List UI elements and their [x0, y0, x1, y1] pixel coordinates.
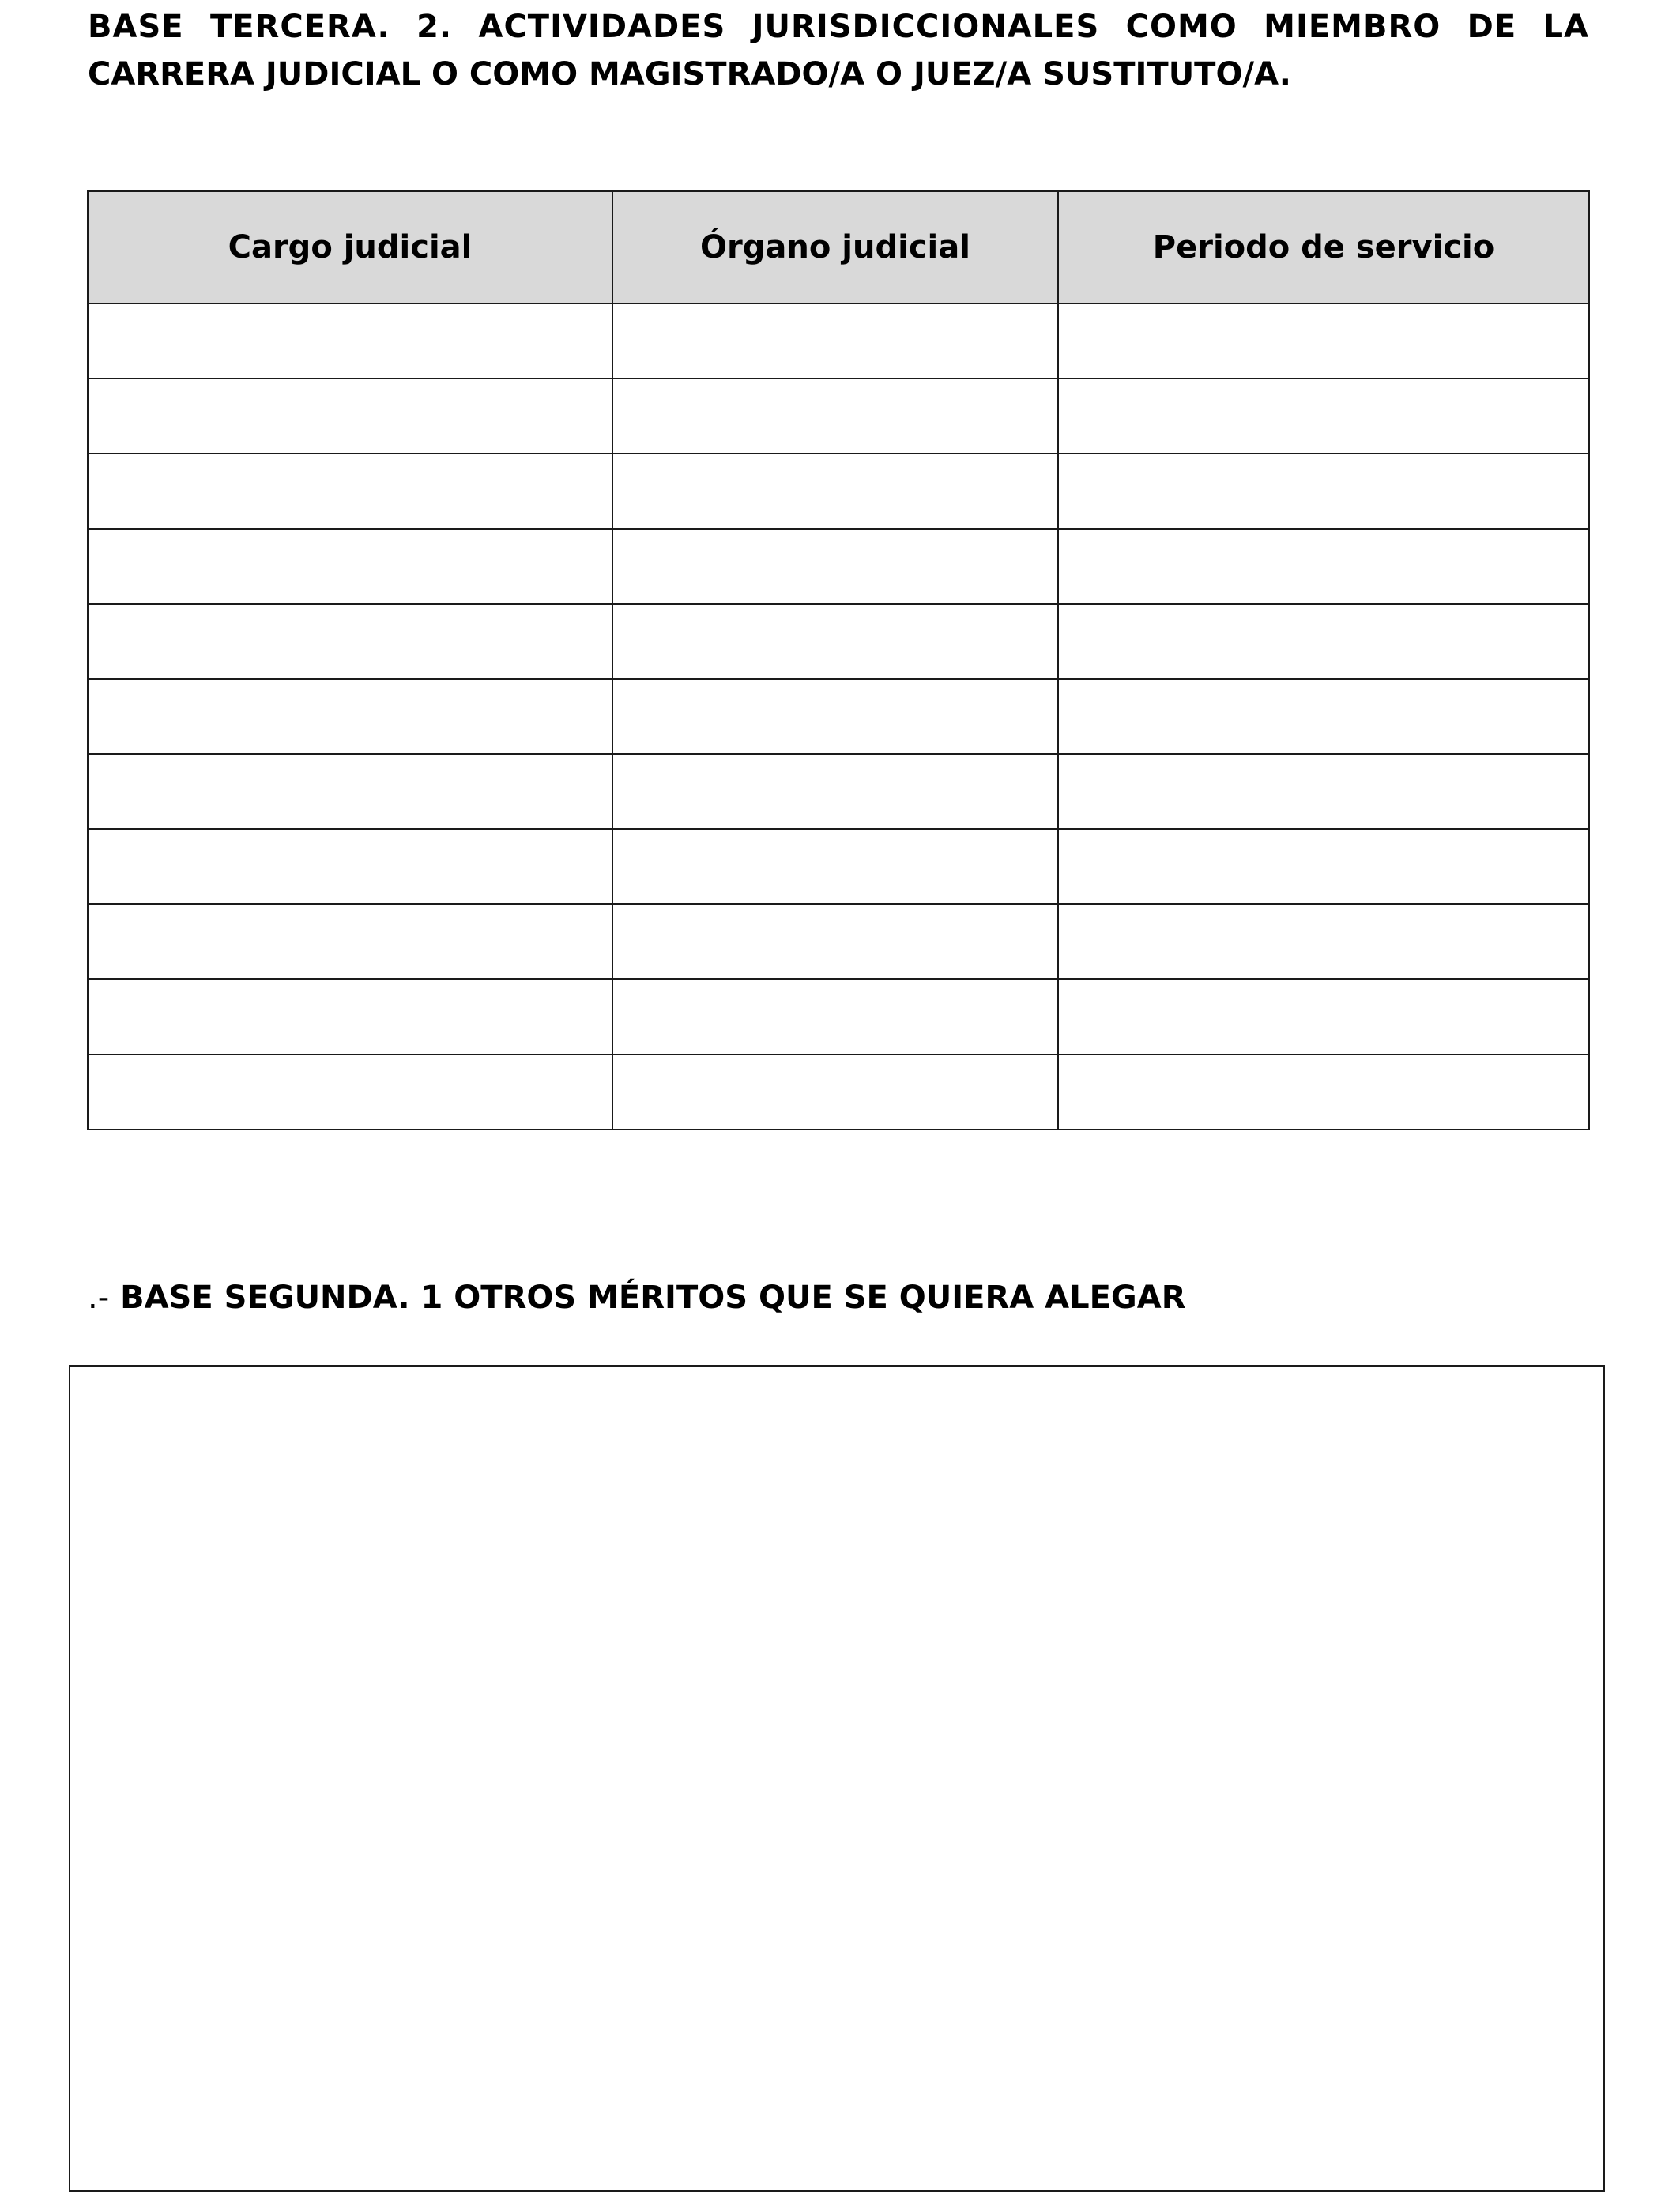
table-row	[88, 1054, 1589, 1129]
table-row	[88, 979, 1589, 1054]
heading-line-1: BASE TERCERA. 2. ACTIVIDADES JURISDICCIONALES COMO MIEMBRO DE LA	[88, 9, 1589, 45]
table-row	[88, 303, 1589, 379]
cell-organo-judicial[interactable]	[612, 454, 1058, 529]
cell-organo-judicial[interactable]	[612, 679, 1058, 754]
section-heading-base-tercera	[88, 3, 1589, 98]
cell-periodo-de-servicio[interactable]	[1058, 679, 1589, 754]
table-row	[88, 754, 1589, 829]
column-header-organo-judicial: Órgano judicial	[612, 191, 1058, 303]
section-heading-base-segunda	[88, 1274, 1186, 1321]
cell-periodo-de-servicio[interactable]	[1058, 303, 1589, 379]
table-row	[88, 904, 1589, 979]
cell-periodo-de-servicio[interactable]	[1058, 529, 1589, 604]
cell-organo-judicial[interactable]	[612, 979, 1058, 1054]
cell-cargo-judicial[interactable]	[88, 829, 612, 904]
table-header-row	[88, 191, 1589, 303]
cell-periodo-de-servicio[interactable]	[1058, 829, 1589, 904]
section-title: BASE SEGUNDA. 1 OTROS MÉRITOS QUE SE QUIERA ALEGAR	[120, 1280, 1186, 1316]
cell-cargo-judicial[interactable]	[88, 379, 612, 454]
section-prefix: .-	[88, 1280, 110, 1316]
table-row	[88, 379, 1589, 454]
cell-periodo-de-servicio[interactable]	[1058, 454, 1589, 529]
cell-cargo-judicial[interactable]	[88, 604, 612, 679]
judicial-service-table	[87, 190, 1590, 1130]
cell-cargo-judicial[interactable]	[88, 454, 612, 529]
table-row	[88, 829, 1589, 904]
cell-cargo-judicial[interactable]	[88, 529, 612, 604]
cell-periodo-de-servicio[interactable]	[1058, 604, 1589, 679]
other-merits-field[interactable]	[69, 1365, 1605, 2192]
table-row	[88, 529, 1589, 604]
cell-periodo-de-servicio[interactable]	[1058, 1054, 1589, 1129]
cell-organo-judicial[interactable]	[612, 379, 1058, 454]
cell-periodo-de-servicio[interactable]	[1058, 979, 1589, 1054]
cell-cargo-judicial[interactable]	[88, 904, 612, 979]
cell-organo-judicial[interactable]	[612, 303, 1058, 379]
cell-cargo-judicial[interactable]	[88, 979, 612, 1054]
cell-organo-judicial[interactable]	[612, 529, 1058, 604]
table-row	[88, 679, 1589, 754]
cell-periodo-de-servicio[interactable]	[1058, 904, 1589, 979]
table-row	[88, 454, 1589, 529]
cell-cargo-judicial[interactable]	[88, 754, 612, 829]
heading-line-2: CARRERA JUDICIAL O COMO MAGISTRADO/A O JUEZ/A SUSTITUTO/A.	[88, 56, 1291, 92]
cell-organo-judicial[interactable]	[612, 829, 1058, 904]
cell-cargo-judicial[interactable]	[88, 679, 612, 754]
cell-periodo-de-servicio[interactable]	[1058, 754, 1589, 829]
column-header-periodo-de-servicio: Periodo de servicio	[1058, 191, 1589, 303]
cell-cargo-judicial[interactable]	[88, 1054, 612, 1129]
column-header-cargo-judicial: Cargo judicial	[88, 191, 612, 303]
cell-periodo-de-servicio[interactable]	[1058, 379, 1589, 454]
cell-organo-judicial[interactable]	[612, 604, 1058, 679]
table-row	[88, 604, 1589, 679]
cell-organo-judicial[interactable]	[612, 904, 1058, 979]
cell-cargo-judicial[interactable]	[88, 303, 612, 379]
cell-organo-judicial[interactable]	[612, 754, 1058, 829]
cell-organo-judicial[interactable]	[612, 1054, 1058, 1129]
